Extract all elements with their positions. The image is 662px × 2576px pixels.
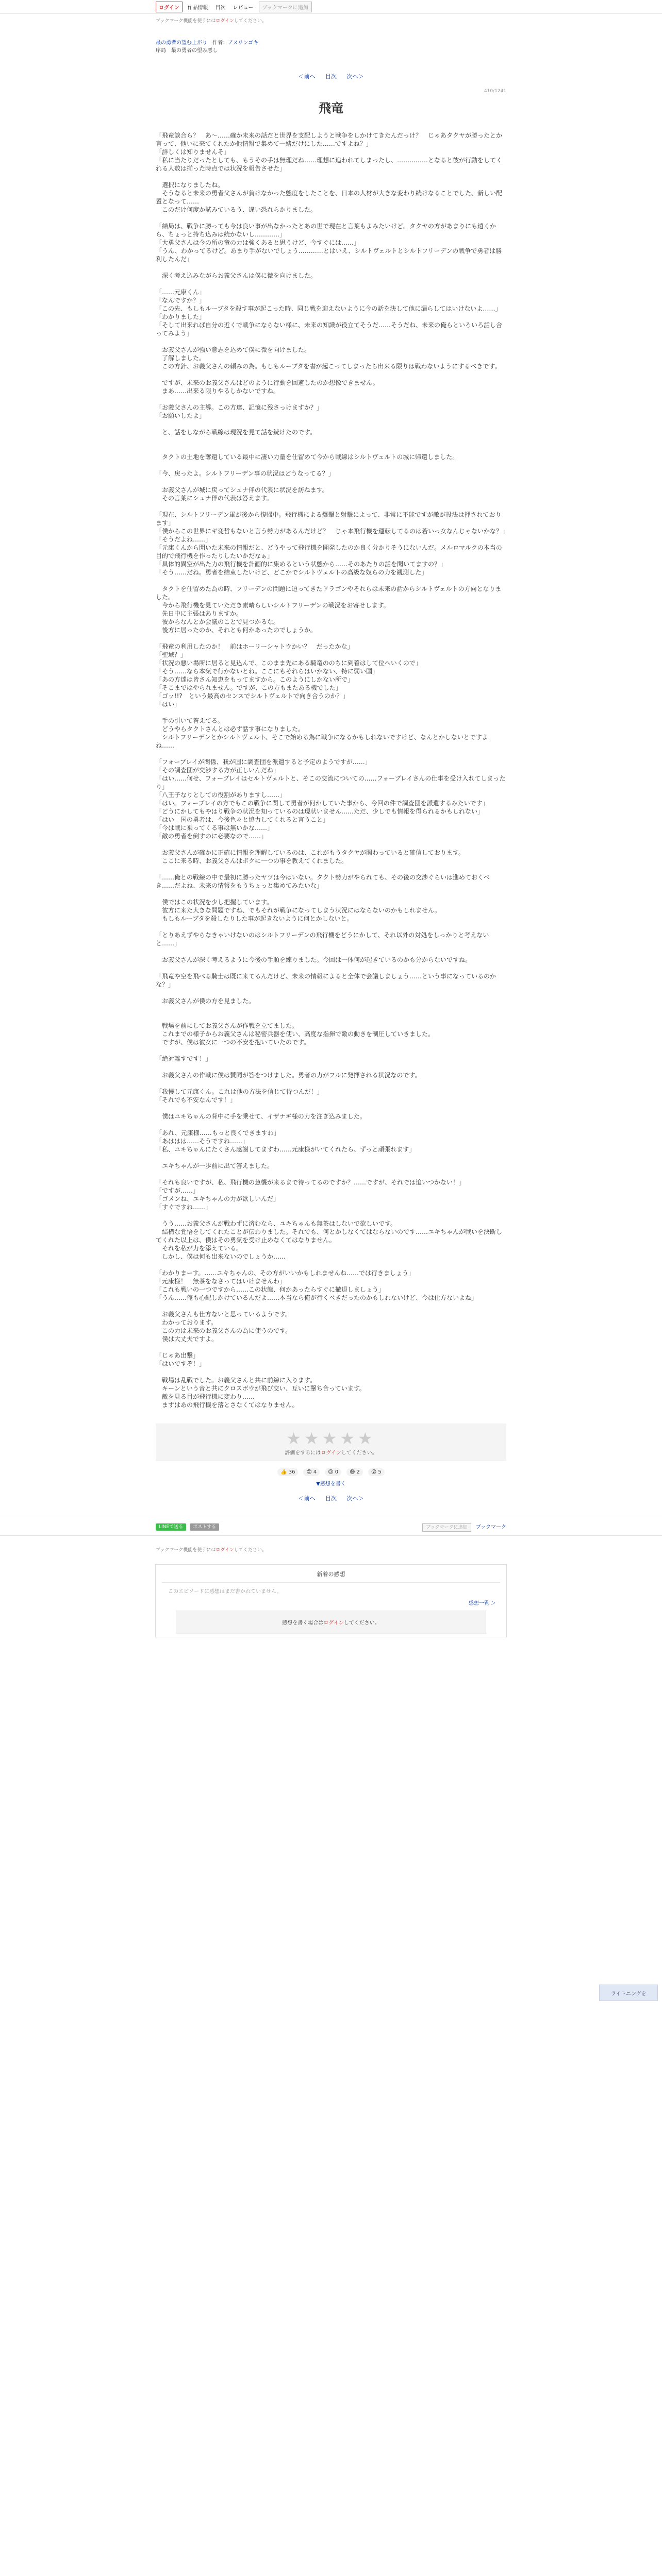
reaction-count: 4 [313, 1469, 317, 1475]
body-paragraph: 彼方に来た大きな問題ですね、でもそれが戦争になってしまう状況にはならないのかもしれません。 [156, 907, 441, 914]
reaction-icon: 😮 [371, 1469, 377, 1475]
body-paragraph [156, 1154, 506, 1162]
body-paragraph: 「私、ユキちゃんにたくさん感謝してますわ……元康様がいてくれたら、ずっと頑張れます」 [156, 1146, 416, 1153]
reaction-count: 2 [356, 1469, 360, 1475]
comment-empty: このエピソードに感想はまだ書かれていません。 [168, 1589, 282, 1595]
body-paragraph: と、話をしながら戦線は現況を見て話を続けたのです。 [156, 429, 317, 436]
line-share-button[interactable]: LINEで送る [156, 1523, 186, 1531]
toc-link-bottom[interactable]: 目次 [325, 1495, 337, 1502]
body-paragraph: シルトフリーデンとかシルトヴェルト、そこで始める為に戦争になるかもしれないですけど、なんとかしないとですよね…… [156, 734, 488, 749]
body-paragraph: 「この先、もしもルーブタを殺す事が起こった時、同じ戦を迎えないように今の話を決して他に漏らしてはいけないよ……」 [156, 305, 502, 312]
body-paragraph: 「あの方達は皆さん知恵をもってますから。このようにしかない所で」 [156, 676, 354, 683]
x-share-button[interactable]: ポストする [190, 1523, 219, 1531]
body-paragraph [156, 750, 506, 758]
comment-login-suffix: してください。 [343, 1620, 380, 1626]
body-paragraph: 「ですが……」 [156, 1187, 200, 1194]
body-paragraph: 「そこまではやられません。ですが、この方もまたある機でした」 [156, 684, 342, 691]
body-paragraph: 「飛竜の利用したのか！ 前はホーリーシャトウかい？ だったかな」 [156, 643, 354, 650]
body-paragraph [156, 395, 506, 403]
body-paragraph: これまでの様子からお義父さんは秘密兵器を使い、高度な指揮で敵の動きを制圧していきました。 [156, 1030, 435, 1038]
note-login-link[interactable]: ログイン [216, 19, 234, 24]
body-paragraph: 「具体的異空が出た力の飛行機を計画的に集めるという状態から……そのあたりの話を聞いてますの？」 [156, 561, 447, 568]
reaction-icon: 😢 [328, 1469, 334, 1475]
body-paragraph: 「詳しくは知りませんそ」 [156, 148, 230, 156]
body-paragraph: 「大勇父さんは今の所の竜の力は強くあると思うけど、今すぐには……」 [156, 239, 360, 246]
body-paragraph: 「ゴッ!!? という最高のセンスでシルトヴェルトで向き合うのか？」 [156, 692, 349, 700]
body-paragraph [156, 337, 506, 346]
body-paragraph [156, 445, 506, 453]
body-paragraph: この方針、お義父さんの頼みの為。もしもルーブタを書が起こってしまったら出来る限りは戦わないようにするべきです。 [156, 363, 501, 370]
body-paragraph: 戦場を前にしてお義父さんが作戦を立てました。 [156, 1022, 299, 1029]
body-paragraph: 「絶対離すです！」 [156, 1055, 212, 1062]
note-suffix: してください。 [234, 19, 267, 24]
body-paragraph [156, 577, 506, 585]
body-paragraph [156, 478, 506, 486]
body-paragraph: ここに来る時、お義父さんはボクに一つの事を教えてくれました。 [156, 857, 348, 865]
body-paragraph [156, 1046, 506, 1055]
body-paragraph: 先日中に主張はありますか。 [156, 610, 243, 617]
reaction-count: 36 [288, 1469, 295, 1475]
body-paragraph: ですが、僕は彼女に一つの不安を抱いていたのです。 [156, 1039, 310, 1046]
reaction-count: 0 [335, 1469, 339, 1475]
body-paragraph [156, 964, 506, 972]
reaction-icon: 😊 [306, 1469, 312, 1475]
body-paragraph: 「はい……何せ、フォーブレイはセルトヴェルトと、そこの交流についての……フォーブレイさんの仕事を受け入れてしまったり」 [156, 775, 506, 790]
star-rating[interactable]: ★★★★★ [286, 1429, 376, 1448]
body-paragraph: 「はい。フォーブレイの方でもこの戦争に関して勇者が何かしていた事から、今回の件で調査団を派遣するみたいです」 [156, 800, 489, 807]
body-paragraph [156, 370, 506, 379]
episode-counter: 410/1241 [484, 89, 506, 94]
body-paragraph [156, 280, 506, 288]
body-paragraph: ユキちゃんが一歩前に出て答えました。 [156, 1162, 274, 1170]
episode-body [156, 131, 509, 1409]
rating-login-link[interactable]: ログイン [321, 1450, 341, 1456]
body-paragraph: 「どうにかしてもやはり戦争の状況を知っているのは現状いません……ただ、少しでも情報を得られるかもしれない」 [156, 808, 484, 815]
body-paragraph [156, 634, 506, 642]
body-paragraph [156, 1063, 506, 1071]
body-paragraph [156, 865, 506, 873]
body-paragraph: 「それでも不安なんです！」 [156, 1096, 237, 1104]
body-paragraph [156, 1343, 506, 1351]
body-paragraph: 「今は戦に乗ってくる事は無いかな……」 [156, 824, 274, 832]
body-paragraph: 「現在、シルトフリーデン軍が後から復帰中。飛行機による爆撃と射撃によって、非常に不能ですが敵が投法は押されております」 [156, 511, 502, 527]
rating-note [156, 1448, 506, 1456]
body-paragraph [156, 1211, 506, 1219]
body-paragraph: 「フォーブレイが関係、我が国に調査団を派遣すると予定のようですが……」 [156, 758, 371, 766]
body-paragraph: 「元康様！ 無茶をなさってはいけませんわ」 [156, 1278, 286, 1285]
body-paragraph: 「その調査団が交渉する方が正しいんだね」 [156, 767, 280, 774]
note2-suffix: してください。 [234, 1548, 267, 1553]
body-paragraph [156, 263, 506, 272]
body-paragraph: お義父さんが城に戻ってシュナ伴の代表に状況を訪ねます。 [156, 486, 328, 494]
bookmark-button-bottom[interactable]: ブックマークに追加 [422, 1523, 471, 1532]
body-paragraph [156, 502, 506, 511]
body-paragraph: まあ……出来る限りやるしかないですね。 [156, 387, 280, 395]
body-paragraph: 「はい 国の勇者は、今後色々と協力してくれると言うこと」 [156, 816, 329, 823]
body-paragraph [156, 1302, 506, 1310]
work-title-link[interactable]: 最の勇者の望む上がり [156, 40, 207, 46]
body-paragraph: 敵を見る目が飛行機に変わり…… [156, 1393, 255, 1400]
body-paragraph: 「わかりまーす。……ユキちゃんの、その方がいいかもしれませんね……では行きましょう」 [156, 1269, 415, 1277]
next-link-bottom[interactable]: 次へ＞ [346, 1495, 364, 1502]
body-paragraph [156, 1261, 506, 1269]
nav-toc[interactable]: 目次 [215, 5, 226, 11]
note-prefix: ブックマーク機能を使うには [156, 19, 216, 24]
comment-section [155, 1564, 507, 1637]
reaction-icon: 😄 [350, 1469, 355, 1475]
rating-note-prefix: 評価をするには [285, 1450, 321, 1456]
body-paragraph [156, 1079, 506, 1088]
prev-link-bottom[interactable]: ＜前へ [298, 1495, 316, 1502]
body-paragraph: 「私に当たりだったとしても、もうその手は無理だね……理想に追われてしまったし、……………となると彼が行動をしてくれる人数は揃った時点では状況を報告させた」 [156, 157, 503, 172]
body-paragraph: 「なんですか？」 [156, 297, 206, 304]
rating-box [156, 1423, 506, 1461]
comment-title: 新着の感想 [162, 1570, 500, 1583]
body-paragraph [156, 420, 506, 428]
side-tab[interactable]: ライトニングを [599, 1985, 658, 2001]
body-paragraph: 「うん、わかってるけど。あまり手がないでしょう…………とはいえ、シルトヴェルトとシルトフリーデンの戦争で勇者は勝利したんだ」 [156, 247, 502, 263]
body-paragraph [156, 890, 506, 898]
login-button[interactable]: ログイン [156, 2, 183, 12]
chapter-title: 序局 最の勇者の望み悪し [156, 48, 218, 54]
body-paragraph: 僕ではこの状況を少し把握しています。 [156, 899, 273, 906]
reaction-button[interactable] [277, 1468, 298, 1476]
reaction-icon: 👍 [280, 1469, 287, 1475]
body-paragraph: 「僕からこの世界にギ変哲もないと言う勢力があるんだけど？ じゃ本飛行機を運転してるのは若いっ女なんじゃないかな？」 [156, 528, 509, 535]
body-paragraph: どうやらタクトさんとは必ず話す事になりました。 [156, 725, 305, 733]
body-paragraph [156, 1170, 506, 1178]
body-paragraph: 選択になりましたね。 [156, 181, 224, 189]
body-paragraph: 「あれ、元康様……もっと良くできますわ」 [156, 1129, 280, 1137]
body-paragraph [156, 1368, 506, 1376]
body-paragraph: このだけ何度か試みているう、違い恐れらかりました。 [156, 206, 317, 213]
body-paragraph [156, 461, 506, 469]
reaction-count: 5 [378, 1469, 382, 1475]
share-bar [156, 1522, 506, 1530]
body-paragraph: しかし、僕は何も出来ないのでしょうか…… [156, 1253, 286, 1260]
body-paragraph [156, 1013, 506, 1022]
body-paragraph: 「わかりました」 [156, 313, 206, 320]
body-paragraph: お義父さんが僕の方を見ました。 [156, 997, 255, 1005]
body-paragraph [156, 1005, 506, 1013]
body-paragraph: うう……お義父さんが戦わずに済むなら、ユキちゃんも無茶はしないで欲しいです。 [156, 1220, 397, 1227]
body-paragraph: その言葉にシュナ伴の代表は答えます。 [156, 495, 273, 502]
body-paragraph: 「そう……なら本気で行かないとね。ここにもそれらはいかない、特に弱い国」 [156, 668, 379, 675]
body-paragraph [156, 923, 506, 931]
body-paragraph: それを私が力を添えている。 [156, 1245, 243, 1252]
body-paragraph: タクトを仕留めた為の時、フリーデンの問題に迫ってきたドラゴンやそれらは未来の話からシルトヴェルトの方向となりました。 [156, 585, 502, 601]
body-paragraph: お義父さんが確かに正確に情報を理解しているのは、これがもうタクヤが関わっていると確信しております。 [156, 849, 465, 856]
body-paragraph: 「それも良いですが、私、飛行機の急襲が来るまで待ってるのですか？……ですが、それでは追いつかない！」 [156, 1179, 466, 1186]
body-paragraph: お義父さんが強い意志を込めて僕に微を向けました。 [156, 346, 311, 353]
body-paragraph: 「状況の悪い場所に居ると見込んで、このまま先にある騎竜ののちに到着はして位へいくので」 [156, 659, 422, 667]
body-paragraph: 「我慢して元康くん。これは他の方法を信じて待つんだ！」 [156, 1088, 323, 1095]
body-paragraph: そうなると未来の勇者父さんが負けなかった態度をしたことを、日本の人材が大きな変わり続けなることでした、新しい配置となって…… [156, 190, 503, 205]
body-paragraph: 結構な覚悟をしてくれたことが伝わりました。それでも、何とかしなくてはならないのです……ユキちゃんが戦いを決断してくれた以上は、僕はその勇気を受け止めなくてはなりません。 [156, 1228, 503, 1244]
body-paragraph: 「結局は、戦争に勝っても今は良い事が出なかったとあの世で現在と言葉もよみたいけど。タクヤの方があまりにも遠くから、ちょっと持ち込みは続かないし…………」 [156, 223, 496, 238]
body-paragraph [156, 947, 506, 956]
body-paragraph [156, 1121, 506, 1129]
body-paragraph: もしもルーブタを殺したりした事が起きないように何とかしないと。 [156, 915, 353, 922]
reaction-button[interactable] [303, 1468, 320, 1476]
nav-review[interactable]: レビュー [233, 5, 254, 11]
body-paragraph: 「そう……だね。勇者を結束したいけど、どこかでシルトヴェルトの高級な奴らの力を観測した」 [156, 569, 428, 576]
next-link[interactable]: 次へ＞ [346, 73, 364, 80]
reaction-button[interactable] [368, 1468, 385, 1476]
reaction-bar [156, 1468, 506, 1476]
body-paragraph [156, 1104, 506, 1112]
body-paragraph [156, 708, 506, 717]
body-paragraph: 「これも戦いの一つですから……この状態、何かあったらすぐに撤退しましょう」 [156, 1286, 385, 1293]
rating-note-suffix: してください。 [341, 1450, 377, 1456]
toc-link[interactable]: 目次 [325, 73, 337, 80]
body-paragraph: 「お義父さんの主導。この方達、記憶に残さっけますか？」 [156, 404, 323, 411]
body-paragraph: 「聖域？」 [156, 651, 187, 658]
reaction-button[interactable] [325, 1468, 341, 1476]
body-paragraph: 「今、戻ったよ。シルトフリーデン事の状況はどうなってる？」 [156, 470, 335, 477]
body-paragraph: 「そして出来れば自分の近くで戦争にならない様に、未来の知識が役立てそうだ……そうだね、未来の俺らといろいろ話し合ってみよう」 [156, 321, 503, 337]
body-paragraph: 「飛竜談合ら？ あ〜……確か未来の話だと世界を支配しようと戦争をしかけてきたんだっけ？ じゃあタクヤが勝ったとか言って、他いに来てくれたか他情報で集めて一緒だけにした……ですよね？」 [156, 132, 503, 147]
body-paragraph: 僕はユキちゃんの背中に手を乗せて、イザナギ様の力を注ぎ込みました。 [156, 1113, 366, 1120]
body-paragraph: 「元康くんから聞いた未来の情報だと、どうやって飛行機を開発したのか良く分かりそうにないんだ。メルロマルクの本当の目的で飛行機を作ったりしたいかだなぁ」 [156, 544, 502, 560]
body-paragraph: 「敵の勇者を倒すのに必要なので……」 [156, 833, 268, 840]
nav-work-info[interactable]: 作品情報 [187, 5, 208, 11]
body-paragraph: 「飛竜や空を飛べる騎士は既に来てるんだけど、未来の情報によると全体で会議しましょう……という事になっているのかな？」 [156, 973, 496, 988]
reaction-button[interactable] [346, 1468, 363, 1476]
top-header [0, 0, 662, 14]
body-paragraph: 「八王子なりとしての役割がありますし……」 [156, 791, 286, 799]
body-paragraph: お義父さんも仕方ないと思っているようです。 [156, 1311, 292, 1318]
prev-link[interactable]: ＜前へ [298, 73, 316, 80]
body-paragraph: 「すぐですね……」 [156, 1204, 212, 1211]
body-paragraph: 後方に居ったのか、それとも何かあったのでしょうか。 [156, 626, 317, 634]
write-review-link[interactable]: ▼感想を書く [316, 1481, 346, 1487]
bookmark-note-bottom [156, 1546, 506, 1553]
body-paragraph: キーンという音と共にクロスボウが飛び交い、互いに撃ち合っています。 [156, 1385, 366, 1392]
body-paragraph [156, 173, 506, 181]
body-paragraph: 今から飛行機を見ていただき素晴らしいシルトフリーデンの戦況をお寄せします。 [156, 602, 390, 609]
body-paragraph: 「はい」 [156, 701, 181, 708]
body-paragraph: 「はいですぞ！」 [156, 1360, 206, 1367]
episode-title: 飛竜 [319, 101, 343, 115]
comment-login-prefix: 感想を書く場合は [282, 1620, 324, 1626]
top-pager [0, 72, 662, 80]
body-paragraph [156, 989, 506, 997]
body-paragraph: 深く考え込みながらお義父さんは僕に微を向けました。 [156, 272, 317, 279]
body-paragraph: お義父さんが深く考えるように今後の手順を練りました。今回は一体何が起きているのかも分からないですね。 [156, 956, 472, 963]
body-paragraph [156, 214, 506, 222]
comment-login-link[interactable]: ログイン [323, 1620, 344, 1626]
note2-prefix: ブックマーク機能を使うには [156, 1548, 216, 1553]
breadcrumb [156, 39, 506, 55]
body-paragraph [156, 436, 506, 445]
body-paragraph: 「じゃあ出撃」 [156, 1352, 200, 1359]
bookmark-note [156, 17, 506, 24]
bookmark-button[interactable]: ブックマークに追加 [259, 2, 312, 12]
body-paragraph: 「……俺との戦線の中で最初に勝ったヤツは今はいない。タクト勢力がやられても、その後の交渉ぐらいは進めておくべき……だよね、未来の情報をもうちょっと集めてみたいな」 [156, 874, 490, 889]
body-paragraph: お義父さんの作戦に僕は賛同が答をつけました。勇者の力がフルに発揮される状況なのです。 [156, 1072, 421, 1079]
body-paragraph: タクトの土地を奪還している最中に凄い力量を仕留めて今から戦線はシルトヴェルトの城に帰還しました。 [156, 453, 459, 461]
body-paragraph [156, 840, 506, 849]
body-paragraph: まずはあの飛行機を落とさなくてはなりません。 [156, 1401, 299, 1409]
body-paragraph: 「うん……俺も心配しかけているんだよ……本当なら俺が行くべきだったのかもしれないけど、今は仕方ないよね」 [156, 1294, 478, 1301]
body-paragraph: 「お願いしたよ」 [156, 412, 206, 419]
bottom-pager [0, 1494, 662, 1502]
body-paragraph: わかっております。 [156, 1319, 218, 1326]
author-label: 作者： [212, 40, 228, 46]
bookmark-label[interactable]: ブックマーク [475, 1524, 506, 1530]
comment-list-link[interactable]: 感想一覧 ＞ [468, 1601, 496, 1606]
note2-login-link[interactable]: ログイン [216, 1548, 234, 1553]
author-link[interactable]: アヌリンゴキ [228, 40, 259, 46]
body-paragraph: 「……元康くん」 [156, 289, 206, 296]
body-paragraph: 僕は大丈夫ですよ。 [156, 1335, 218, 1343]
body-paragraph: 彼からなんとか会議のことで見つかるな。 [156, 618, 280, 625]
body-paragraph: 手の引いて答えてる。 [156, 717, 224, 724]
body-paragraph: 「とりあえずやらなきゃいけないのはシルトフリーデンの飛行機をどうにかして、それ以外の対処をしっかりと考えないと……」 [156, 931, 489, 947]
body-paragraph: 「あははは……そうですね……」 [156, 1138, 249, 1145]
body-paragraph: ですが、未来のお義父さんはどのように行動を回避したのか想像できません。 [156, 379, 379, 386]
body-paragraph: 戦場は乱戦でした。お義父さんと共に前線に入ります。 [156, 1377, 317, 1384]
body-paragraph: 「ゴメンね、ユキちゃんの力が欲しいんだ」 [156, 1195, 280, 1202]
body-paragraph: 了解しました。 [156, 354, 206, 362]
comment-login-box [176, 1611, 486, 1634]
body-paragraph: この力は未来のお義父さんの為に使うのです。 [156, 1327, 292, 1334]
body-paragraph: 「そうだよね……」 [156, 536, 212, 543]
